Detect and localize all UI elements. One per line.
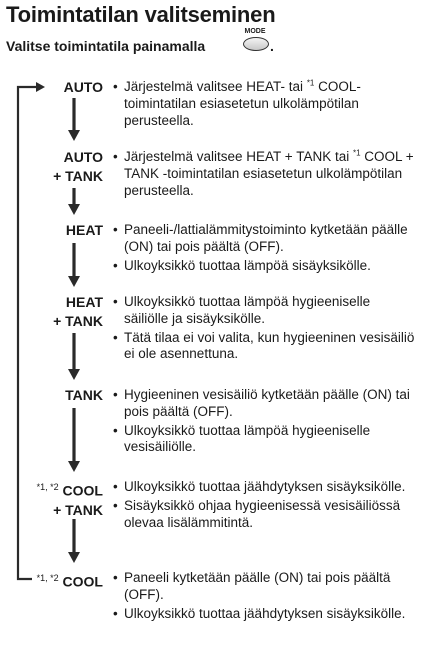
flow-arrow-head [68,130,80,141]
flow-arrow-head [68,552,80,563]
mode-label [66,221,103,240]
description-bullet: • Sisäyksikkö ohjaa hygieenisessä vesisäiliössä olevaa lisälämmitintä. [113,498,418,532]
description-bullet: • Järjestelmä valitsee HEAT- tai $^{*1}$ COOL-toimintatilan esiasetetun ulkolämpötilan perusteella. [113,79,418,129]
instruction-period: . [270,38,274,54]
footnote-marker: *1 [306,78,315,88]
mode-description [113,149,418,199]
mode-name: + TANK [53,501,103,518]
description-bullet: • Ulkoyksikkö tuottaa lämpöä hygieeniselle vesisäiliölle. [113,423,418,457]
mode-name: COOL [62,482,103,499]
description-bullet: • Ulkoyksikkö tuottaa jäähdytyksen sisäyksikölle. [113,606,418,623]
description-bullet: • Ulkoyksikkö tuottaa lämpöä hygieeniselle säiliölle ja sisäyksikölle. [113,294,418,328]
description-bullet: • Järjestelmä valitsee HEAT + TANK tai $^{*1}$ COOL + TANK -toimintatilan esiasetetun ulkolämpötilan perusteella. [113,149,418,199]
footnote-marker: *1, *2 [36,482,59,492]
flow-arrow-head [68,204,80,215]
mode-button-label: MODE [244,28,266,35]
instruction-text: Valitse toimintatila painamalla [6,38,206,54]
mode-description [113,79,418,129]
mode-label [37,478,103,520]
mode-description [113,570,418,622]
mode-description [113,387,418,456]
mode-label [53,293,103,331]
mode-name: TANK [65,387,103,403]
footnote-marker: *1 [352,148,361,158]
flow-arrow-head [68,461,80,472]
mode-name: HEAT [65,222,103,238]
loop-back-arrow-head [36,82,45,92]
mode-label [37,569,103,592]
mode-name: HEAT [65,294,103,310]
mode-name: + TANK [53,313,103,329]
description-bullet: • Paneeli-/lattialämmitystoiminto kytketään päälle (ON) tai pois päältä (OFF). [113,222,418,256]
mode-name: AUTO [63,79,103,95]
mode-name: + TANK [53,168,103,184]
mode-name: AUTO [63,149,103,165]
mode-label [53,148,103,186]
mode-description [113,294,418,363]
mode-label [65,386,103,405]
description-bullet: • Ulkoyksikkö tuottaa jäähdytyksen sisäyksikölle. [113,479,418,496]
description-bullet: • Hygieeninen vesisäiliö kytketään päälle (ON) tai pois päältä (OFF). [113,387,418,421]
description-bullet: • Ulkoyksikkö tuottaa lämpöä sisäyksikölle. [113,258,418,275]
description-bullet: • Tätä tilaa ei voi valita, kun hygieeninen vesisäiliö ei ole asennettuna. [113,330,418,364]
description-bullet: • Paneeli kytketään päälle (ON) tai pois päältä (OFF). [113,570,418,604]
flow-arrow-head [68,276,80,287]
loop-back-line [18,87,36,579]
page-title: Toimintatilan valitseminen [6,2,276,27]
mode-description [113,479,418,531]
mode-description [113,222,418,274]
footnote-marker: *1, *2 [36,573,59,583]
mode-name: COOL [62,573,103,590]
flow-arrow-head [68,369,80,380]
mode-label [64,78,103,97]
